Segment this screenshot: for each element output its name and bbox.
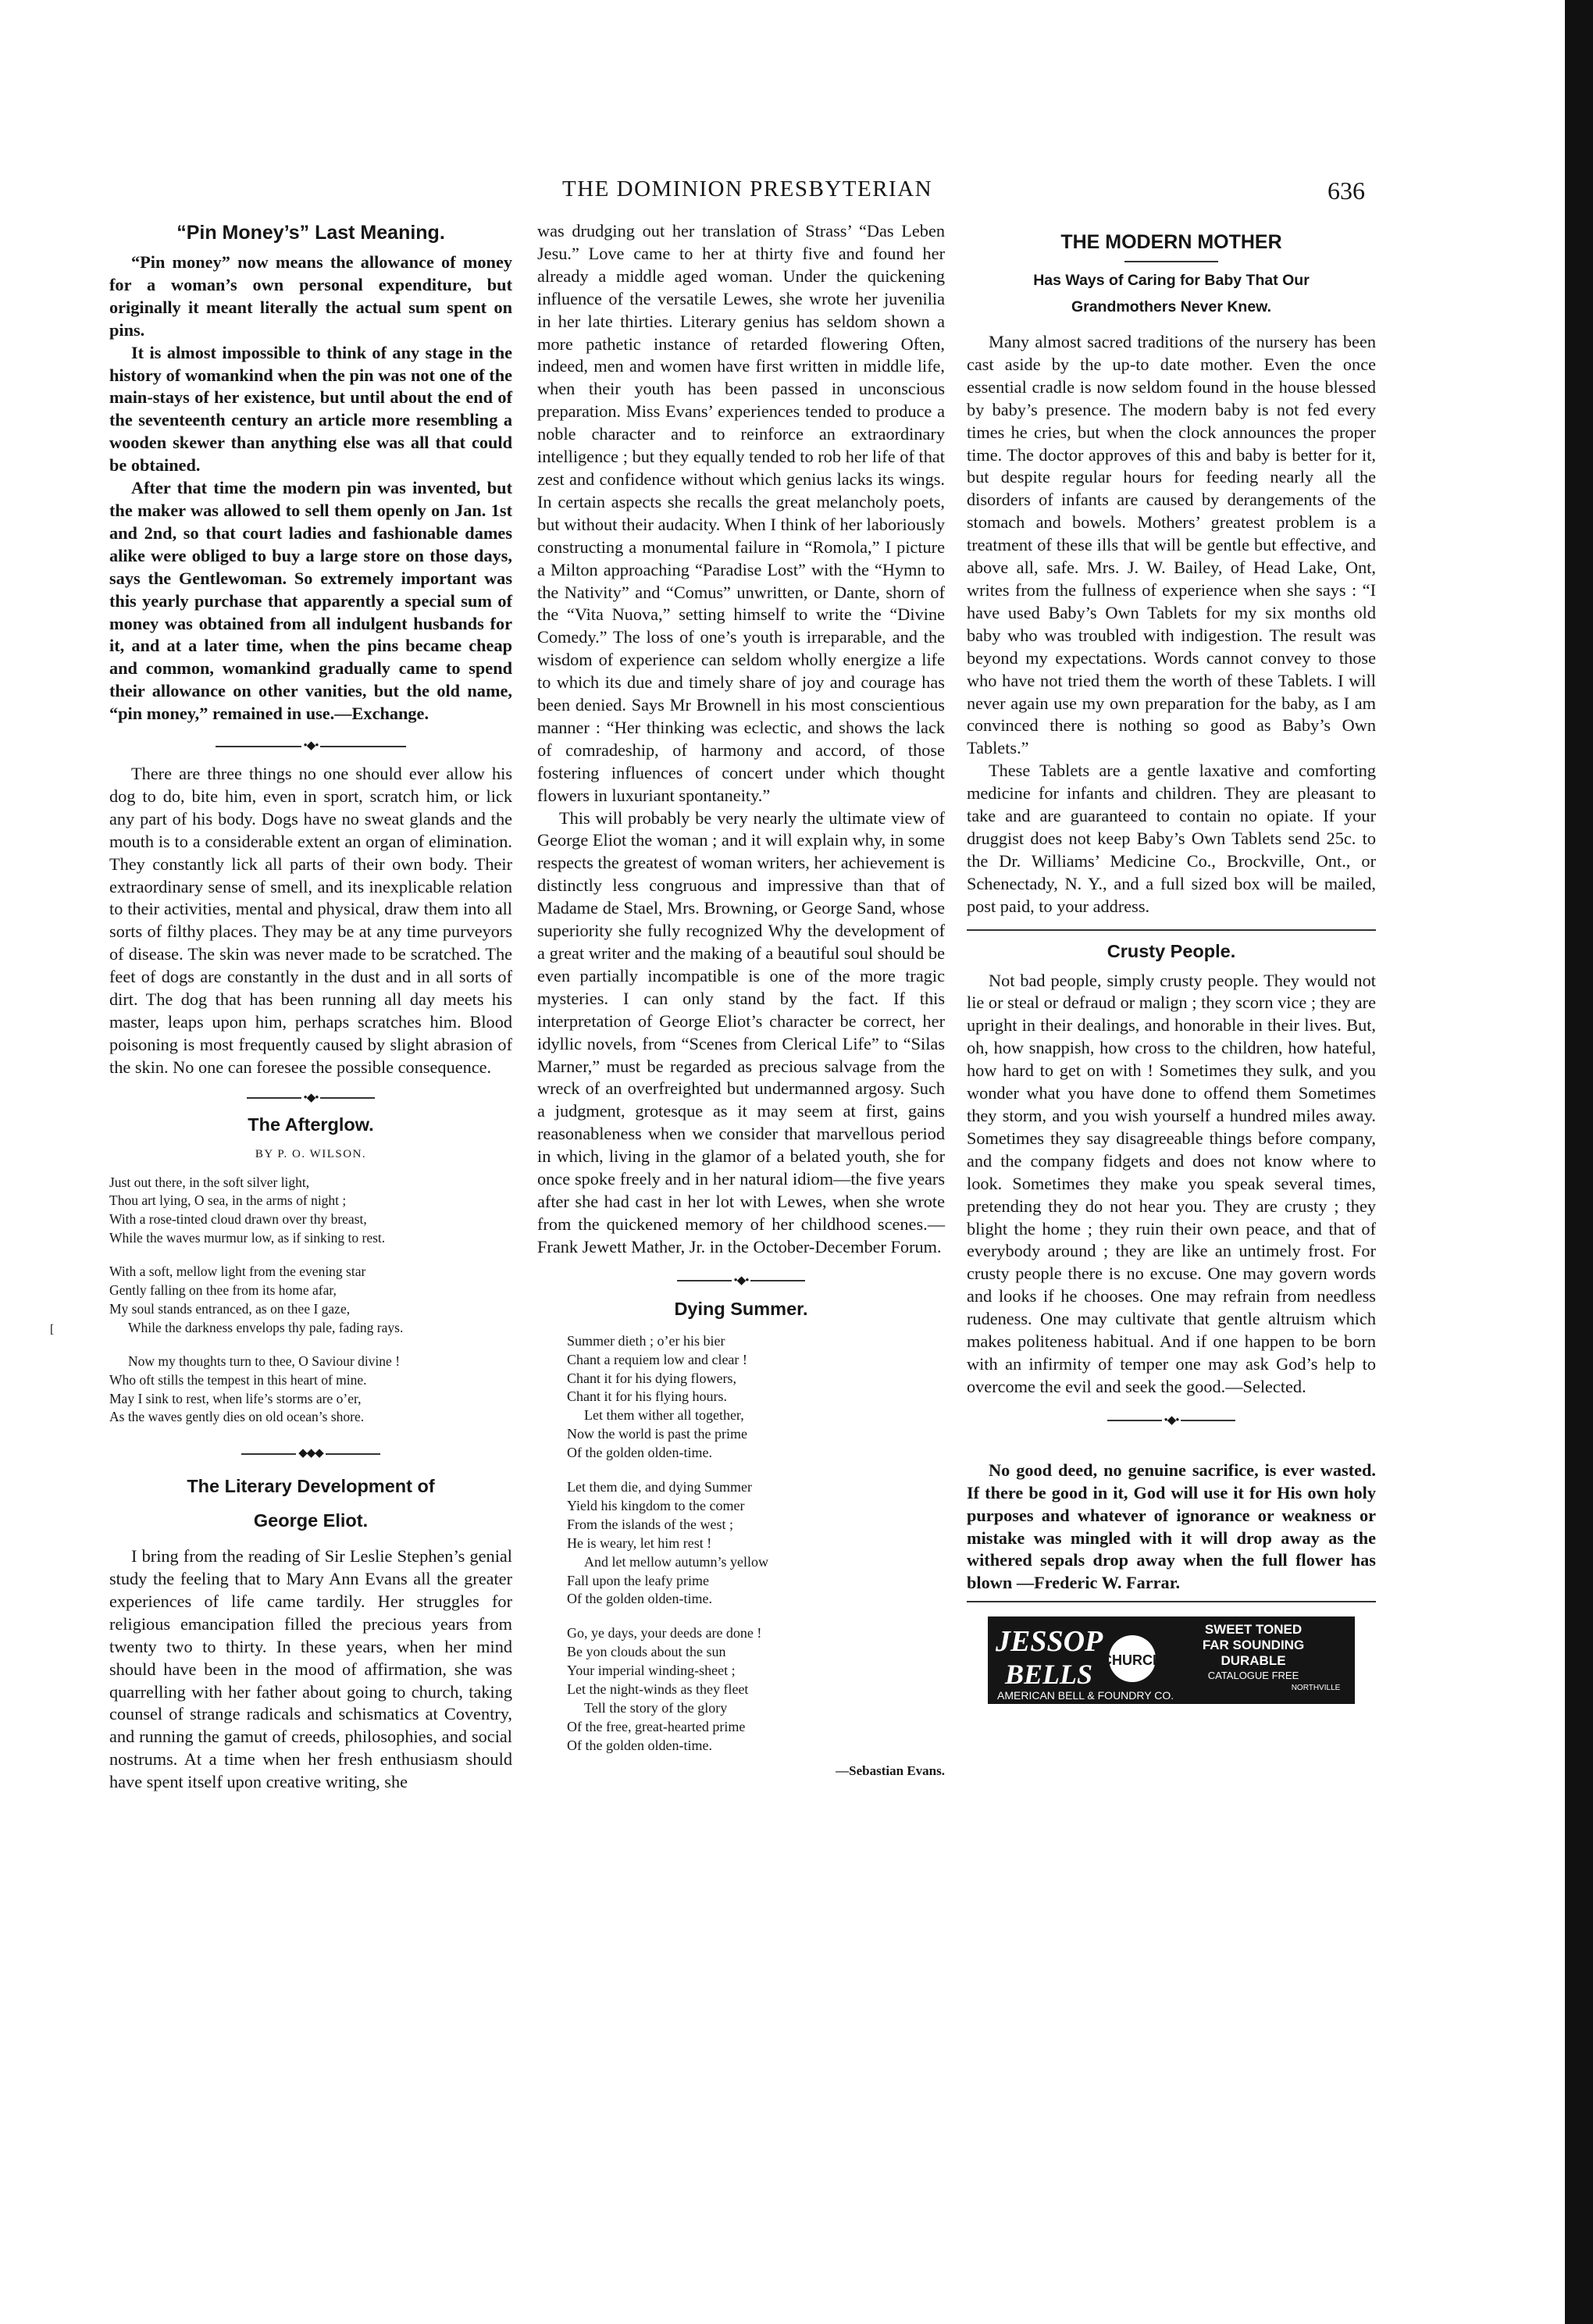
section-ornament: •◆• bbox=[109, 1087, 512, 1109]
modern-mother-subtitle: Has Ways of Caring for Baby That Our bbox=[1033, 272, 1310, 289]
margin-bracket: [ bbox=[50, 1323, 55, 1336]
dying-summer-poem-line: Your imperial winding-sheet ; bbox=[567, 1663, 736, 1679]
modern-mother-title: THE MODERN MOTHER bbox=[1060, 231, 1282, 253]
dying-summer-poem-line: Now the world is past the prime bbox=[567, 1426, 747, 1442]
afterglow-poem-stanza bbox=[109, 1353, 512, 1427]
afterglow-poem-stanza bbox=[109, 1174, 512, 1248]
dying-summer-poem-line: Chant it for his flying hours. bbox=[567, 1388, 727, 1405]
dying-summer-poem-line: Summer dieth ; o’er his bier bbox=[567, 1332, 725, 1349]
dying-summer-poem-line: Of the golden olden-time. bbox=[567, 1591, 712, 1607]
dying-summer-poem-line: And let mellow autumn’s yellow bbox=[584, 1553, 768, 1570]
dying-summer-poem-line: Of the free, great-hearted prime bbox=[567, 1718, 746, 1734]
afterglow-poem-line: While the darkness envelops thy pale, fading rays. bbox=[128, 1319, 404, 1335]
modern-mother-subtitle-line-2: Grandmothers Never Knew. bbox=[1071, 298, 1272, 315]
dying-summer-signature: —Sebastian Evans. bbox=[836, 1763, 945, 1778]
column-2 bbox=[537, 220, 945, 1783]
afterglow-byline: BY P. O. WILSON. bbox=[255, 1147, 367, 1160]
eliot-title-line-2: George Eliot. bbox=[253, 1510, 369, 1531]
afterglow-poem-line: While the waves murmur low, as if sinking to rest. bbox=[109, 1229, 386, 1246]
ad-tagline-3: DURABLE bbox=[1221, 1653, 1286, 1669]
modern-mother-paragraph: These Tablets are a gentle laxative and comforting medicine for infants and children. They are pleasant to take and are guaranteed to contain no opiate. If your druggist does not keep Baby’s Own Tablets send 25c. to the Dr. Williams’ Medicine Co., Brockville, Ont., or Schenectady, N. Y., and a full sized box will be mailed, post paid, to your address. bbox=[967, 761, 1376, 916]
dying-summer-poem-line: Be yon clouds about the sun bbox=[567, 1644, 726, 1660]
pin-money-paragraph: It is almost impossible to think of any stage in the history of womankind when the pin was not one of the main-stays of her existence, but until about the end of the seventeenth century an article more resembling a wooden skewer than anything else was all that could be obtained. bbox=[109, 342, 512, 476]
crusty-people-title: Crusty People. bbox=[1107, 940, 1236, 961]
section-ornament: •◆• bbox=[537, 1270, 945, 1292]
dying-summer-poem-line: He is weary, let him rest ! bbox=[567, 1534, 712, 1551]
ad-jessop: JESSOP bbox=[996, 1625, 1103, 1659]
afterglow-title: The Afterglow. bbox=[248, 1114, 374, 1135]
afterglow-poem bbox=[109, 1174, 512, 1427]
pin-money-paragraph: After that time the modern pin was invented, but the maker was allowed to sell them openly on Jan. 1st and 2nd, so that court ladies and fashionable dames alike were obliged to buy a large store on those days, says the Gentlewoman. So extremely important was this yearly purchase that apparently a special sum of money was obtained from all indulgent husbands for it, and at a later time, when the pins became cheap and common, womankind gradually came to spend their allowance on other vanities, but the old name, “pin money,” remained in use.—Exchange. bbox=[109, 478, 512, 724]
crusty-people-paragraph: Not bad people, simply crusty people. They would not lie or steal or defraud or malign ; they scorn vice ; they are upright in their dealings, and honorable in their lives. But, oh, how snappish, how cross to the children, how hateful, how hard to get on with ! Sometimes they sulk, and you wonder what you have done to offend them Sometimes they storm, and you wish yourself a hundred miles away. Sometimes they say disagreeable things before company, and the company fidgets and does not know where to look. Sometimes they make you speak several times, pretending they do not hear you. They are crusty ; they blight the home ; they ruin their own peace, and that of everybody around ; they are like an untimely frost. For crusty people there is no excuse. One may govern words and looks if he chooses. One may refrain from needless rudeness. One may cultivate that gentle altruism which makes politeness habitual. And if one happen to be born with an infirmity of temper one may ask God’s help to overcome the evil and seek the good.—Selected. bbox=[967, 970, 1376, 1396]
dying-summer-poem-line: Yield his kingdom to the comer bbox=[567, 1497, 745, 1513]
dogs-paragraph: There are three things no one should ever allow his dog to do, bite him, even in sport, scratch him, or lick any part of his body. Dogs have no sweat glands and the mouth is to a considerable extent an organ of elimination. They constantly lick all parts of their own body. Their extraordinary sense of smell, and its inexplicable relation to their activities, mental and physical, draw them into all sorts of filthy places. They may be at any time purveyors of disease. The skin was never made to be scratched. The feet of dogs are constantly in the dust and in all sorts of dirt. The dog that has been running all day meets his master, leaps upon him, perhaps scratches him. Blood poisoning is most frequently caused by slight abrasion of the skin. No one can foresee the possible consequence. bbox=[109, 764, 512, 1077]
afterglow-poem-line: Gently falling on thee from its home afar, bbox=[109, 1282, 337, 1299]
title-rule bbox=[1124, 261, 1218, 262]
dying-summer-poem-line: Of the golden olden-time. bbox=[567, 1737, 712, 1753]
jessop-bells-advertisement bbox=[988, 1616, 1355, 1704]
section-ornament: •◆• bbox=[109, 735, 512, 757]
modern-mother-paragraph: Many almost sacred traditions of the nursery has been cast aside by the up-to date mother. Even the once essential cradle is now seldom found in the house blessed by baby’s presence. The modern baby is not fed every times he cries, but when the clock announces the proper time. The doctor approves of this and baby is better for it, but despite regular hours for feeding nearly all the disorders of infants are caused by derangements of the stomach and bowels. Mothers’ greatest problem is a treatment of these ills that will be gentle but effective, and above all, safe. Mrs. J. W. Bailey, of Head Lake, Ont, writes from the fullness of experience when she says : “I have used Baby’s Own Tablets for my six months old baby who was troubled with indigestion. The result was beyond my expectations. Words cannot convey to those who have not tried them the worth of these Tablets. I will never again use my own preparation for the baby, as I am convinced there is nothing so good as Baby’s Own Tablets.” bbox=[967, 332, 1376, 758]
section-ornament: ◆◆◆ bbox=[109, 1442, 512, 1464]
afterglow-poem-line: Now my thoughts turn to thee, O Saviour divine ! bbox=[128, 1353, 401, 1370]
farrar-quote: No good deed, no genuine sacrifice, is ever wasted. If there be good in it, God will use it for His own holy purposes and whatever of ignorance or weakness or mistake was mingled with it will drop away as the withered sepals drop away when the full flower has blown —Frederic W. Farrar. bbox=[967, 1460, 1376, 1593]
dying-summer-poem bbox=[537, 1332, 945, 1755]
page-header bbox=[0, 172, 1565, 203]
column-1 bbox=[109, 220, 512, 1794]
dying-summer-poem-line: Chant it for his dying flowers, bbox=[567, 1370, 736, 1386]
afterglow-poem-line: Thou art lying, O sea, in the arms of night ; bbox=[109, 1192, 347, 1209]
ad-tagline-1: SWEET TONED bbox=[1204, 1622, 1303, 1638]
dying-summer-poem-line: Fall upon the leafy prime bbox=[567, 1572, 709, 1588]
section-ornament: •◆• bbox=[967, 1410, 1376, 1431]
afterglow-poem-stanza bbox=[109, 1263, 512, 1337]
ad-church: CHURCH bbox=[1102, 1652, 1163, 1669]
dying-summer-poem-line: From the islands of the west ; bbox=[567, 1516, 733, 1532]
dying-summer-poem-line: Let the night-winds as they fleet bbox=[567, 1681, 749, 1698]
afterglow-poem-line: My soul stands entranced, as on thee I gaze, bbox=[109, 1300, 351, 1317]
dying-summer-poem-line: Of the golden olden-time. bbox=[567, 1445, 712, 1461]
dying-summer-title: Dying Summer. bbox=[674, 1298, 808, 1319]
eliot-continued-paragraph: This will probably be very nearly the ultimate view of George Eliot the woman ; and it will explain why, in some respects the greatest of woman writers, her achievement is distinctly less congruous and impressive than that of Madame de Stael, Mrs. Browning, or George Sand, whose superiority she fully recognized Why the development of a great writer and the making of a beautiful soul should be even partially incompatible is one of the more tragic mysteries. I can only stand by the fact. If this interpretation of George Eliot’s character be correct, her idyllic novels, from “Scenes from Clerical Life” to “Silas Marner,” must be regarded as precious salvage from the wreck of an overfreighted but undermanned argosy. Such a judgment, grotesque as it may seem at first, gains reasonableness when we consider that marvellous period in which, living in the glamor of a belated youth, she for once spoke freely and in her natural idiom—the five years after she had cast in her lot with Lewes, when she wrote from the quickened memory of her childhood scenes.—Frank Jewett Mather, Jr. in the October-December Forum. bbox=[537, 807, 945, 1256]
eliot-paragraph: I bring from the reading of Sir Leslie Stephen’s genial study the feeling that to Mary Ann Evans all the greater experiences of life came tardily. Her struggles for religious emancipation filled the precious years from twenty two to thirty. In these years, when her mind should have been in the mood of affirmation, she was quarrelling with her father about going to church, taking counsel of strange radicals and schismatics at Coventry, and running the gamut of creeds, philosophies, and social nostrums. At a time when her fresh enthusiasm should have spent itself upon creative writing, she bbox=[109, 1546, 512, 1792]
ad-bells: BELLS bbox=[1005, 1659, 1093, 1691]
pin-money-title: “Pin Money’s” Last Meaning. bbox=[176, 222, 445, 244]
dying-summer-poem-line: Go, ye days, your deeds are done ! bbox=[567, 1625, 762, 1641]
eliot-title: The Literary Development of bbox=[187, 1476, 435, 1497]
dying-summer-poem-line: Tell the story of the glory bbox=[584, 1700, 728, 1716]
dying-summer-poem-line: Let them wither all together, bbox=[584, 1407, 744, 1424]
section-rule bbox=[967, 1601, 1376, 1602]
ad-town: NORTHVILLE bbox=[1291, 1684, 1341, 1693]
pin-money-paragraph: “Pin money” now means the allowance of money for a woman’s own personal expenditure, but originally it meant literally the actual sum spent on pins. bbox=[109, 252, 512, 340]
scan-edge bbox=[1565, 0, 1593, 2324]
afterglow-poem-line: With a rose-tinted cloud drawn over thy breast, bbox=[109, 1211, 367, 1228]
column-3 bbox=[967, 230, 1376, 1704]
ad-tagline-2: FAR SOUNDING bbox=[1202, 1638, 1305, 1653]
afterglow-poem-line: With a soft, mellow light from the evening star bbox=[109, 1264, 366, 1280]
dying-summer-poem-stanza bbox=[567, 1478, 945, 1609]
dying-summer-poem-stanza bbox=[567, 1332, 945, 1463]
afterglow-poem-line: Who oft stills the tempest in this heart of mine. bbox=[109, 1371, 367, 1388]
dying-summer-poem-line: Chant a requiem low and clear ! bbox=[567, 1351, 747, 1367]
afterglow-poem-line: May I sink to rest, when life’s storms are o’er, bbox=[109, 1390, 362, 1406]
ad-footer: AMERICAN BELL & FOUNDRY CO. bbox=[997, 1689, 1174, 1702]
journal-title: THE DOMINION PRESBYTERIAN bbox=[562, 176, 933, 201]
dying-summer-poem-stanza bbox=[567, 1624, 945, 1755]
dying-summer-poem-line: Let them die, and dying Summer bbox=[567, 1479, 752, 1495]
eliot-continued-paragraph: was drudging out her translation of Strass’ “Das Leben Jesu.” Love came to her at thirty five and found her already a middle aged woman. Under the quickening influence of the versatile Lewes, she wrote her juvenilia in her late thirties. Literary genius has seldom shown a more pathetic instance of retarded flowering Often, indeed, men and women have first written in middle life, when their youth has been passed in unconscious preparation. Miss Evans’ experiences tended to produce a noble character and to reinforce an extraordinary intelligence ; but they equally tended to rob her life of that zest and confidence without which genius lacks its wings. In certain aspects she recalls the great melancholy poets, but without their audacity. When I think of her laboriously constructing a monumental failure in “Romola,” I picture a Milton approaching “Paradise Lost” with the “Hymn to the Nativity” and “Comus” unwritten, or Dante, shorn of the “Vita Nuova,” setting himself to write the “Divine Comedy.” The loss of one’s youth is irreparable, and the wisdom of experience can seldom wholly energize a life to which its due and timely share of joy and courage has been denied. Says Mr Brownell in his most conscientious manner : “Her thinking was eclectic, and shows the lack of comradeship, of harmony and accord, of those fostering influences of concert under which thought flowers in luxuriant spontaneity.” bbox=[537, 221, 945, 805]
afterglow-poem-line: Just out there, in the soft silver light, bbox=[109, 1174, 310, 1190]
ad-tagline-4: CATALOGUE FREE bbox=[1207, 1670, 1299, 1682]
section-rule bbox=[967, 929, 1376, 931]
page-number: 636 bbox=[1328, 176, 1365, 205]
afterglow-poem-line: As the waves gently dies on old ocean’s shore. bbox=[109, 1409, 365, 1425]
